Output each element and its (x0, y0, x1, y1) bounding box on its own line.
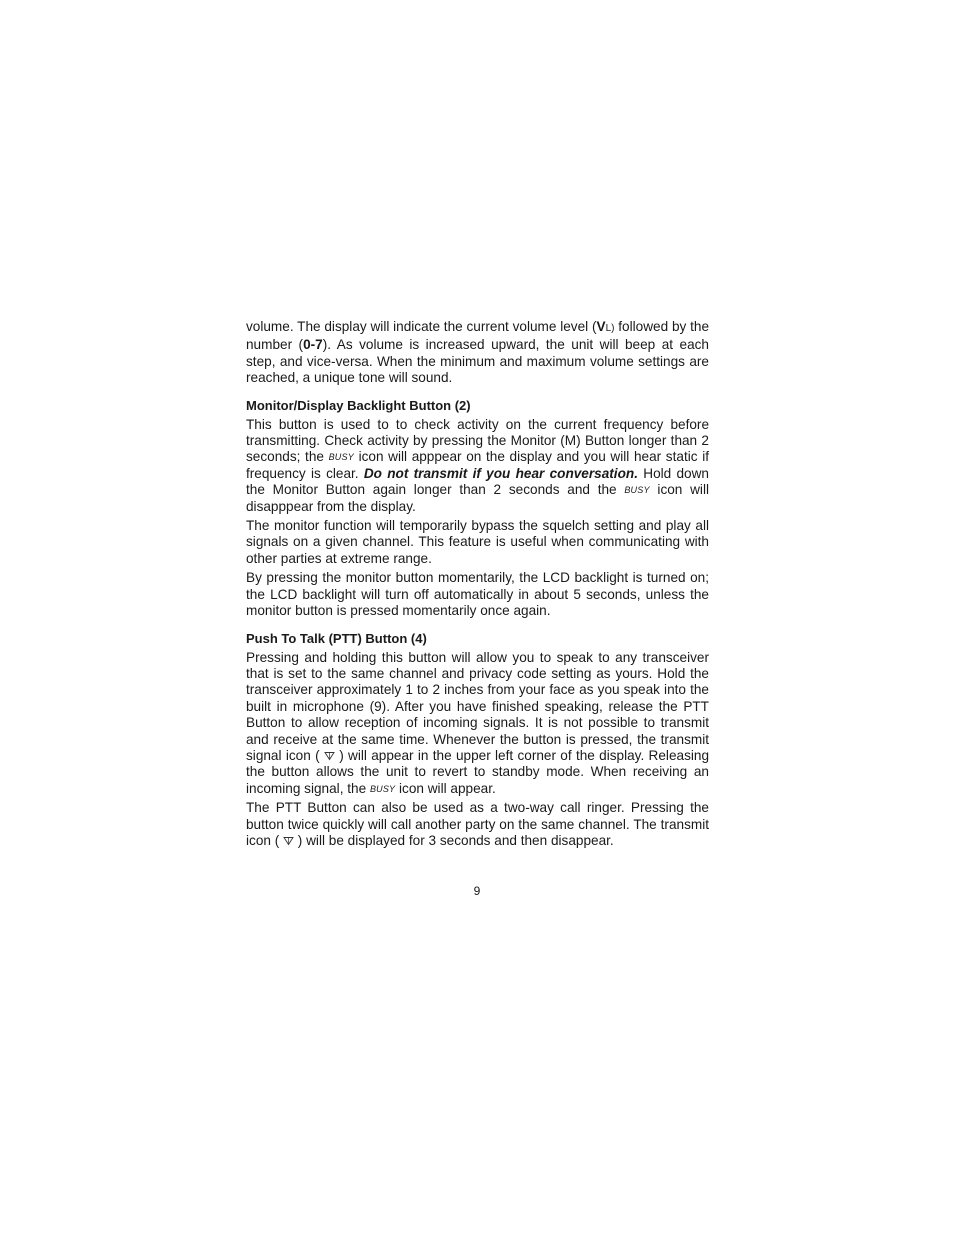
transmit-signal-icon (283, 836, 294, 846)
busy-icon: BUSY (328, 452, 354, 463)
ptt-paragraph-2 (246, 800, 709, 849)
text-run: This button is used to to check activity on the current frequency before transmitting. Check activity by pressing the Monitor (M) Button longer than 2 seconds; the (246, 416, 709, 465)
text-run: icon will appear. (395, 780, 496, 796)
text-run: followed by the number ( (246, 319, 709, 353)
text-run: ). As volume is increased upward, the unit will beep at each step, and vice-versa. When the minimum and maximum volume settings are reached, a unique tone will sound. (246, 337, 709, 386)
manual-page-body (246, 319, 709, 849)
ptt-paragraph-1 (246, 650, 709, 798)
transmit-warning: Do not transmit if you hear conversation. (363, 465, 638, 481)
text-run: Hold down the Monitor Button again longer than 2 seconds and the (246, 465, 709, 498)
ptt-section-heading: Push To Talk (PTT) Button (4) (246, 630, 427, 646)
busy-icon: BUSY (624, 485, 650, 496)
text-run: volume. The display will indicate the current volume level ( (246, 319, 597, 334)
monitor-paragraph-3: By pressing the monitor button momentarily, the LCD backlight is turned on; the LCD backlight will turn off automatically in about 5 seconds, unless the monitor button is pressed momentarily once again. (246, 570, 709, 619)
volume-range: 0-7 (303, 337, 323, 353)
volume-level-subscript: L) (605, 323, 615, 334)
text-run: icon will disapppear from the display. (246, 482, 709, 514)
busy-icon: BUSY (369, 783, 396, 794)
text-run: icon will apppear on the display and you will hear static if frequency is clear. (246, 449, 709, 481)
monitor-paragraph-1 (246, 417, 709, 515)
text-run: Pressing and holding this button will allow you to speak to any transceiver that is set to the same channel and privacy code setting as yours. Hold the transceiver approximately 1 to 2 inches from your face as you speak into the built in microphone (9). After you have finished speaking, release the PTT Button to allow reception of incoming signals. It is not possible to transmit and receive at the same time. Whenever the button is pressed, the transmit signal icon ( (246, 649, 709, 763)
text-run: ) will be displayed for 3 seconds and then disappear. (294, 832, 614, 848)
monitor-section-heading: Monitor/Display Backlight Button (2) (246, 397, 471, 413)
volume-level-symbol: V (596, 319, 606, 334)
text-run: ) will appear in the upper left corner of the display. Releasing the button allows the unit to revert to standby mode. When receiving an incoming signal, the (246, 747, 710, 796)
monitor-paragraph-2: The monitor function will temporarily bypass the squelch setting and play all signals on a given channel. This feature is useful when communicating with other parties at extreme range. (246, 518, 709, 566)
text-run: The PTT Button can also be used as a two-way call ringer. Pressing the button twice quickly will call another party on the same channel. The transmit icon ( (246, 800, 709, 848)
transmit-signal-icon (324, 751, 335, 761)
volume-paragraph (246, 319, 709, 387)
page-number: 9 (473, 884, 481, 898)
